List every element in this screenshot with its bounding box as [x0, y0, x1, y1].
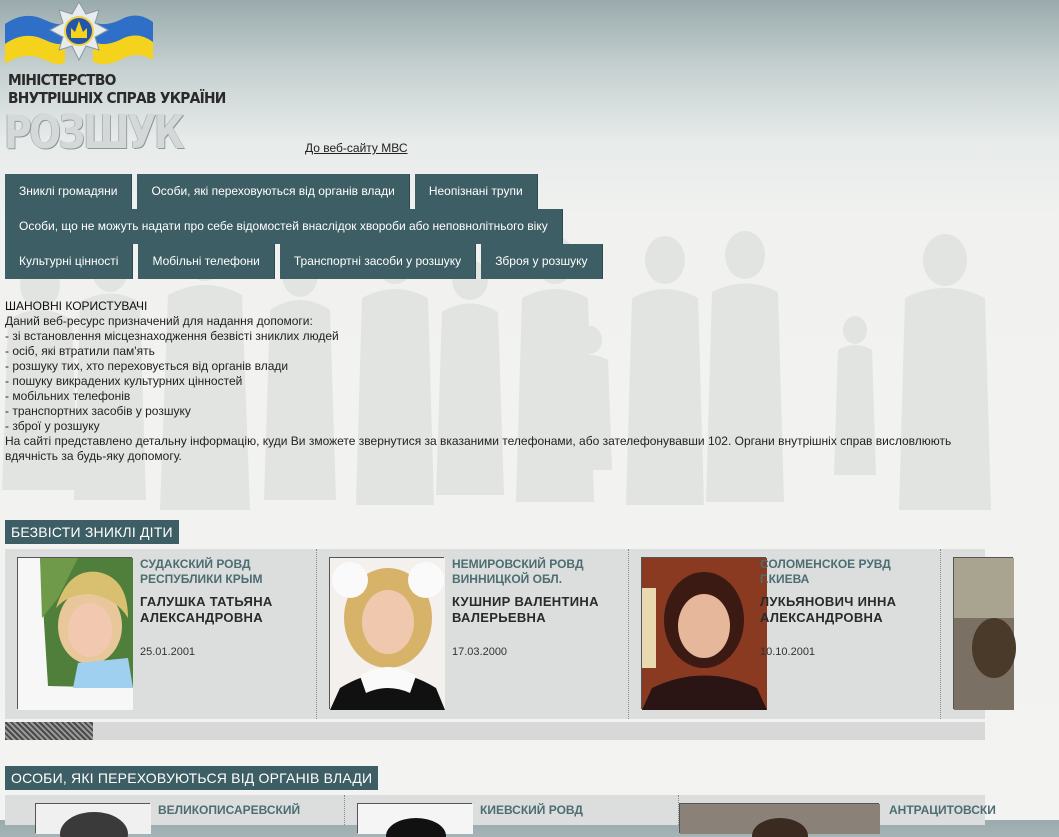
person-card-partial[interactable] — [941, 549, 1001, 719]
person-photo-image — [36, 804, 151, 834]
intro-list-item: - розшуку тих, хто переховується від органів влади — [5, 359, 289, 373]
intro-title: ШАНОВНІ КОРИСТУВАЧІ — [5, 299, 148, 313]
nav-row — [5, 174, 645, 209]
mvs-website-link[interactable]: До веб-сайту МВС — [305, 141, 408, 155]
intro-text-block — [5, 299, 985, 464]
person-card[interactable] — [317, 549, 629, 719]
person-photo-image — [680, 804, 880, 834]
ministry-name-line2: ВНУТРІШНІХ СПРАВ УКРАЇНИ — [8, 89, 226, 107]
nav-missing-citizens[interactable]: Зниклі громадяни — [5, 174, 132, 209]
person-photo[interactable] — [329, 557, 444, 709]
intro-list-item: - осіб, які втратили пам'ять — [5, 344, 155, 358]
person-photo[interactable] — [953, 557, 1013, 709]
person-photo-image — [954, 558, 1014, 710]
carousel-scrollbar-thumb[interactable] — [5, 722, 93, 740]
person-photo[interactable] — [679, 803, 879, 833]
person-photo-image — [18, 558, 133, 710]
person-photo[interactable] — [17, 557, 132, 709]
person-photo-image — [642, 558, 767, 710]
person-photo[interactable] — [641, 557, 766, 709]
intro-footer: На сайті представлено детальну інформацію, куди Ви зможете звернутися за вказаними телефонами, або зателефонувавши 102. Органи внутрішніх справ висловлюють вдячність за будь-яку допомогу. — [5, 434, 952, 463]
intro-list-item: - транспортних засобів у розшуку — [5, 404, 191, 418]
person-name[interactable]: ЛУКЬЯНОВИЧ ИННА АЛЕКСАНДРОВНА — [760, 594, 897, 625]
nav-unidentified-bodies[interactable]: Неопізнані трупи — [415, 174, 538, 209]
person-birth-date: 17.03.2000 — [452, 646, 508, 658]
intro-lead: Даний веб-ресурс призначений для надання допомоги: — [5, 314, 313, 328]
nav-fugitives[interactable]: Особи, які переховуються від органів влади — [137, 174, 409, 209]
person-card[interactable] — [345, 795, 679, 825]
person-photo[interactable] — [35, 803, 150, 833]
person-card[interactable] — [629, 549, 941, 719]
site-title: РОЗШУК — [4, 105, 183, 159]
person-photo-image — [330, 558, 445, 710]
person-card[interactable] — [679, 795, 999, 825]
nav-mobile-phones[interactable]: Мобільні телефони — [138, 244, 274, 279]
person-department: НЕМИРОВСКИЙ РОВД ВИННИЦКОЙ ОБЛ. — [452, 557, 584, 586]
person-photo-image — [358, 804, 473, 834]
nav-row — [5, 209, 645, 244]
section-title-fugitives: ОСОБИ, ЯКІ ПЕРЕХОВУЮТЬСЯ ВІД ОРГАНІВ ВЛАДИ — [5, 766, 378, 790]
nav-persons-unable-to-identify[interactable]: Особи, що не можуть надати про себе відомостей внаслідок хвороби або неповнолітнього віку — [5, 209, 563, 244]
person-birth-date: 25.01.2001 — [140, 646, 196, 658]
nav-vehicles-wanted[interactable]: Транспортні засоби у розшуку — [280, 244, 476, 279]
person-name[interactable]: ГАЛУШКА ТАТЬЯНА АЛЕКСАНДРОВНА — [140, 594, 273, 625]
nav-cultural-values[interactable]: Культурні цінності — [5, 244, 133, 279]
carousel-scrollbar[interactable] — [5, 722, 985, 740]
person-name[interactable]: КУШНИР ВАЛЕНТИНА ВАЛЕРЬЕВНА — [452, 594, 599, 625]
person-birth-date: 10.10.2001 — [760, 646, 816, 658]
section-title-missing-children: БЕЗВІСТИ ЗНИКЛІ ДІТИ — [5, 520, 179, 544]
main-navigation — [5, 174, 645, 279]
intro-list-item: - пошуку викрадених культурних цінностей — [5, 374, 243, 388]
ministry-name-line1: МІНІСТЕРСТВО — [8, 71, 116, 89]
intro-list-item: - мобільних телефонів — [5, 389, 131, 403]
missing-children-carousel — [5, 549, 985, 719]
person-department: СУДАКСКИЙ РОВД РЕСПУБЛИКИ КРЫМ — [140, 557, 263, 586]
person-department: СОЛОМЕНСКОЕ РУВД Г.КИЕВА — [760, 557, 891, 586]
intro-list-item: - зброї у розшуку — [5, 419, 100, 433]
site-header — [0, 0, 991, 170]
person-department: АНТРАЦИТОВСКИ — [889, 803, 996, 817]
ministry-name — [8, 71, 226, 107]
person-card[interactable] — [5, 795, 345, 825]
nav-weapons-wanted[interactable]: Зброя у розшуку — [481, 244, 602, 279]
intro-list-item: - зі встановлення місцезнаходження безвісті зниклих людей — [5, 329, 339, 343]
person-photo[interactable] — [357, 803, 472, 833]
ministry-emblem-logo — [5, 2, 153, 68]
nav-row — [5, 244, 645, 279]
person-department: ВЕЛИКОПИСАРЕВСКИЙ — [158, 803, 301, 817]
person-department: КИЕВСКИЙ РОВД — [480, 803, 583, 817]
person-card[interactable] — [5, 549, 317, 719]
fugitives-carousel — [5, 795, 996, 825]
